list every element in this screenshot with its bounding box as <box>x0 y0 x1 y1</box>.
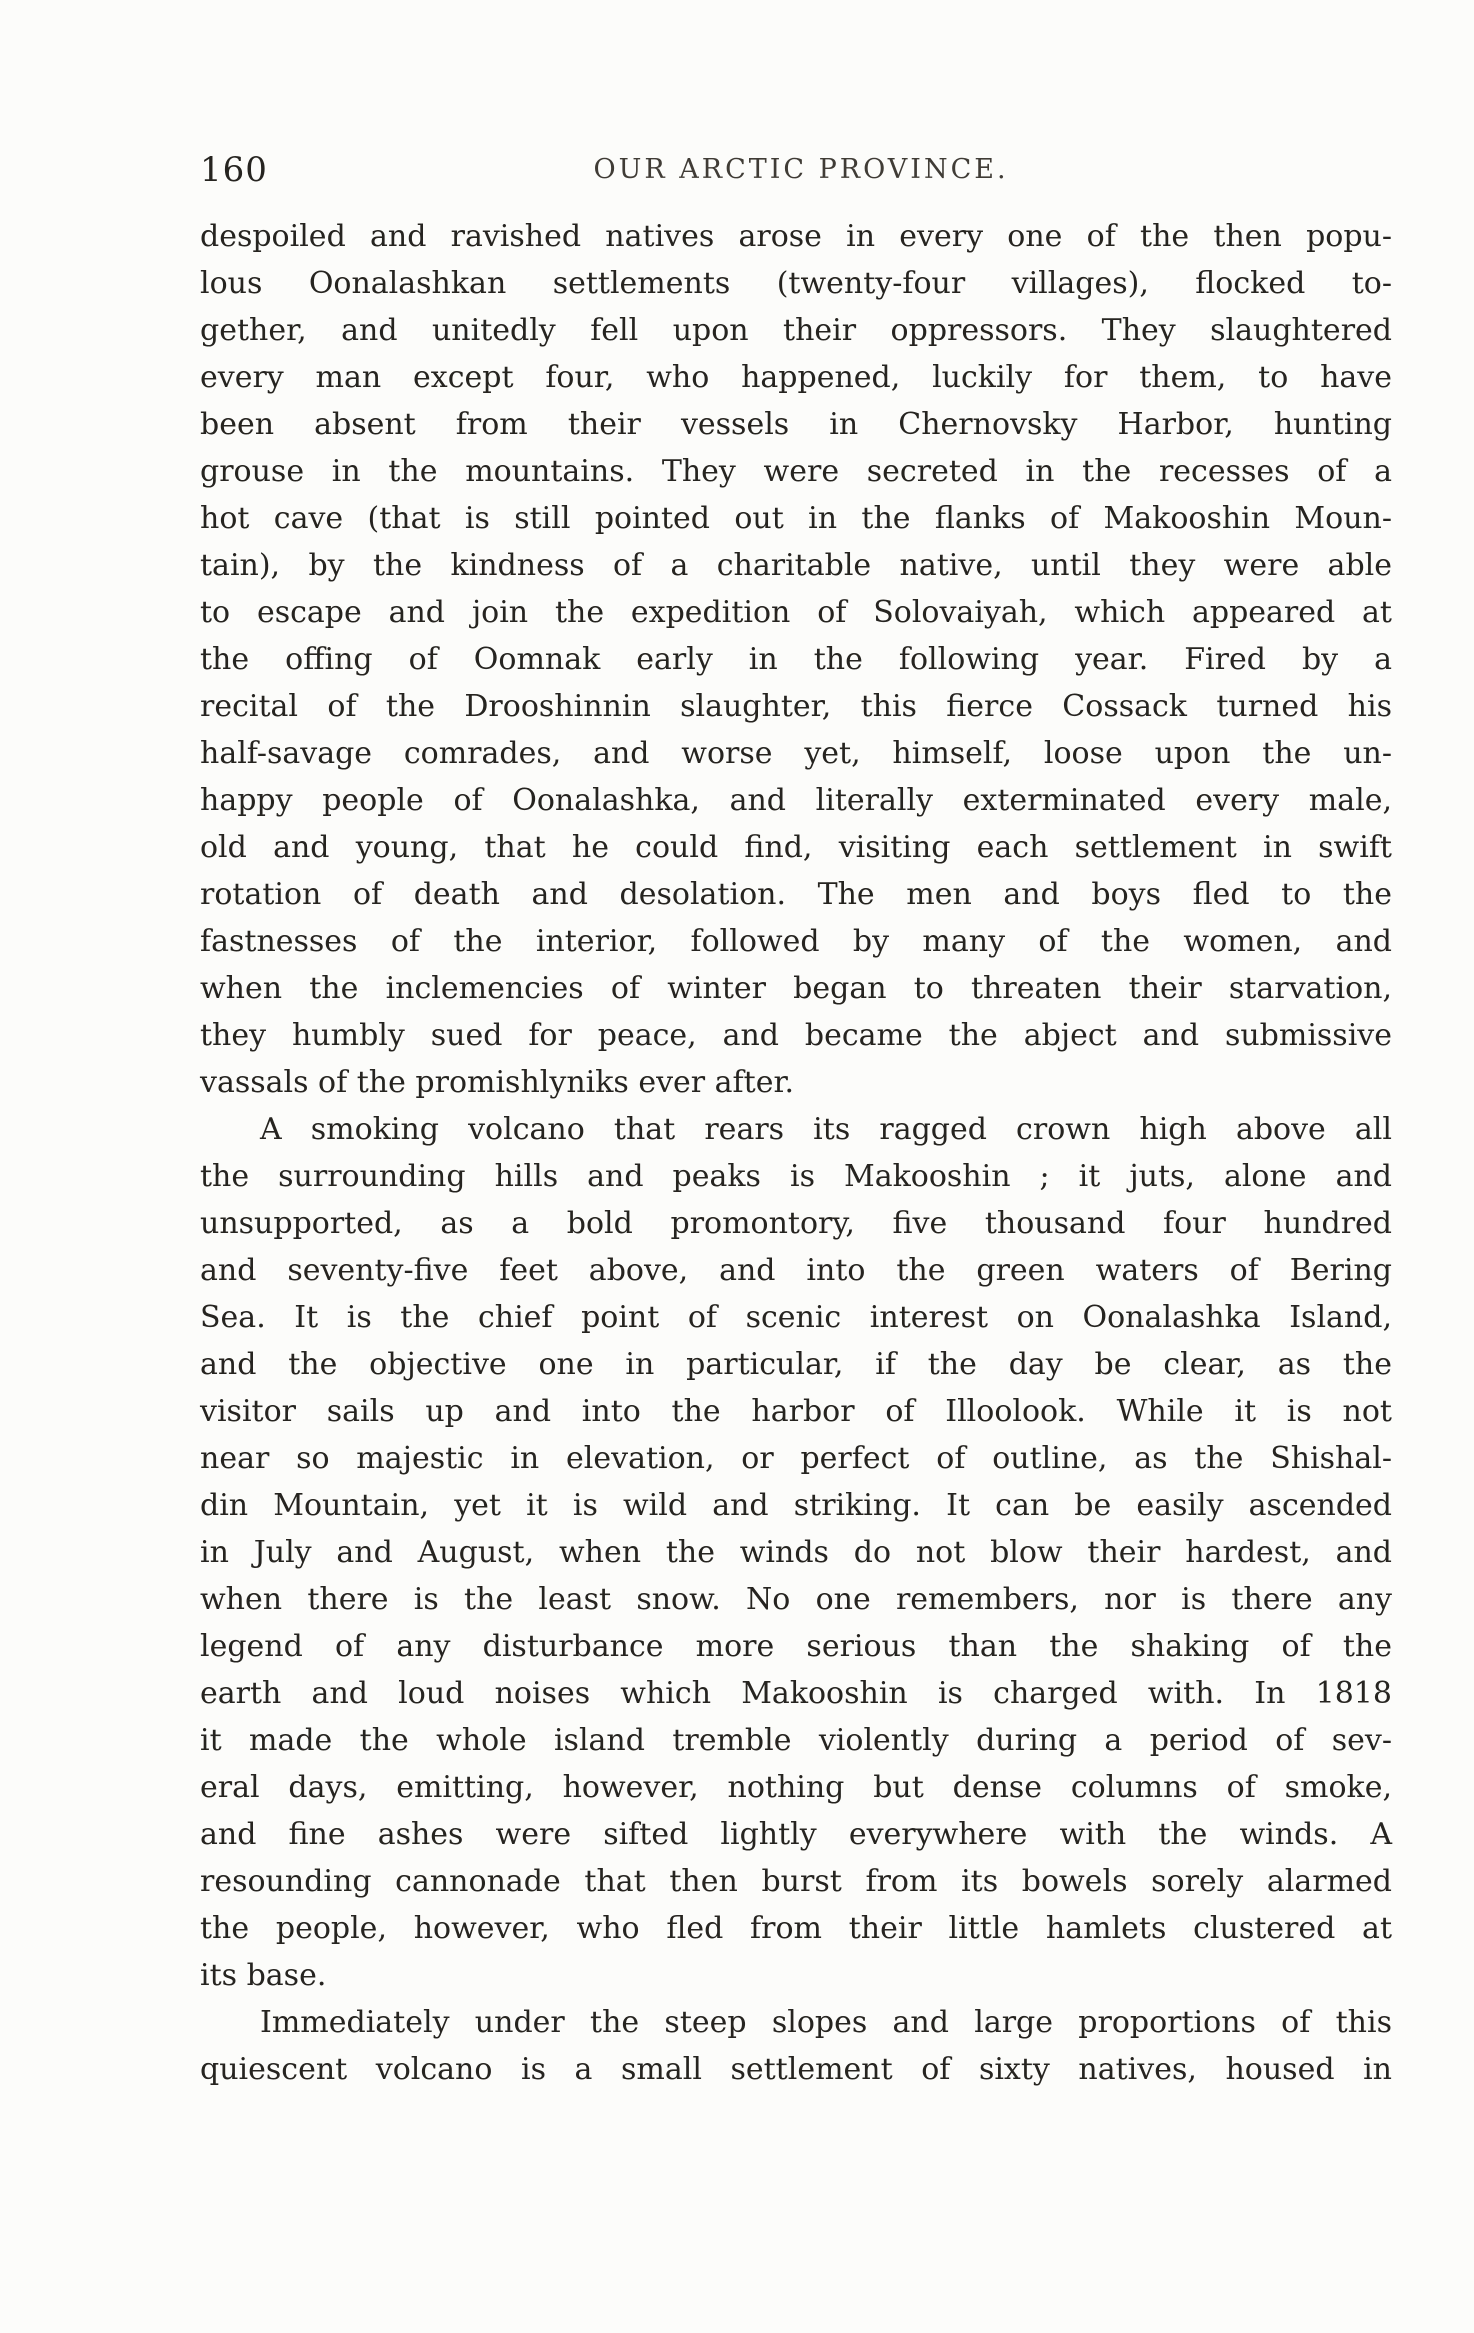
text-line: half-savage comrades, and worse yet, himself, loose upon the un- <box>200 736 1392 771</box>
text-line: old and young, that he could find, visiting each settlement in swift <box>200 830 1392 865</box>
text-line: unsupported, as a bold promontory, five thousand four hundred <box>200 1206 1392 1241</box>
paragraph-first-line: A smoking volcano that rears its ragged crown high above all <box>260 1112 1392 1147</box>
text-line: fastnesses of the interior, followed by many of the women, and <box>200 924 1392 959</box>
text-line: vassals of the promishlyniks ever after. <box>200 1065 795 1100</box>
text-line: earth and loud noises which Makooshin is charged with. In 1818 <box>200 1676 1392 1711</box>
text-line: its base. <box>200 1958 327 1993</box>
text-line: they humbly sued for peace, and became the abject and submissive <box>200 1018 1392 1053</box>
text-line: the offing of Oomnak early in the following year. Fired by a <box>200 642 1392 677</box>
text-line: rotation of death and desolation. The men and boys fled to the <box>200 877 1392 912</box>
text-line: been absent from their vessels in Chernovsky Harbor, hunting <box>200 407 1392 442</box>
text-line: Sea. It is the chief point of scenic interest on Oonalashka Island, <box>200 1300 1392 1335</box>
page-number: 160 <box>200 150 268 190</box>
text-line: grouse in the mountains. They were secreted in the recesses of a <box>200 454 1392 489</box>
page-header <box>200 150 1402 190</box>
text-line: the people, however, who fled from their little hamlets clustered at <box>200 1911 1392 1946</box>
text-line: to escape and join the expedition of Solovaiyah, which appeared at <box>200 595 1392 630</box>
text-line: tain), by the kindness of a charitable native, until they were able <box>200 548 1392 583</box>
text-line: when the inclemencies of winter began to threaten their starvation, <box>200 971 1392 1006</box>
text-line: despoiled and ravished natives arose in every one of the then popu- <box>200 219 1392 254</box>
running-title: OUR ARCTIC PROVINCE. <box>593 154 1009 185</box>
body-text <box>200 213 1392 2093</box>
text-line: resounding cannonade that then burst from its bowels sorely alarmed <box>200 1864 1392 1899</box>
text-line: din Mountain, yet it is wild and striking. It can be easily ascended <box>200 1488 1392 1523</box>
text-line: happy people of Oonalashka, and literally exterminated every male, <box>200 783 1392 818</box>
text-line: in July and August, when the winds do not blow their hardest, and <box>200 1535 1392 1570</box>
text-line: and the objective one in particular, if the day be clear, as the <box>200 1347 1392 1382</box>
paragraph-first-line: Immediately under the steep slopes and large proportions of this <box>260 2005 1392 2040</box>
text-line: every man except four, who happened, luckily for them, to have <box>200 360 1392 395</box>
text-line: the surrounding hills and peaks is Makooshin ; it juts, alone and <box>200 1159 1392 1194</box>
text-line: lous Oonalashkan settlements (twenty-four villages), flocked to- <box>200 266 1392 301</box>
text-line: and seventy-five feet above, and into the green waters of Bering <box>200 1253 1392 1288</box>
text-line: near so majestic in elevation, or perfect of outline, as the Shishal- <box>200 1441 1392 1476</box>
text-line: hot cave (that is still pointed out in the flanks of Makooshin Moun- <box>200 501 1392 536</box>
text-line: visitor sails up and into the harbor of Illoolook. While it is not <box>200 1394 1392 1429</box>
text-line: and fine ashes were sifted lightly everywhere with the winds. A <box>200 1817 1392 1852</box>
text-line: gether, and unitedly fell upon their oppressors. They slaughtered <box>200 313 1392 348</box>
text-line: quiescent volcano is a small settlement of sixty natives, housed in <box>200 2052 1392 2087</box>
text-line: eral days, emitting, however, nothing but dense columns of smoke, <box>200 1770 1392 1805</box>
text-line: it made the whole island tremble violently during a period of sev- <box>200 1723 1392 1758</box>
text-line: legend of any disturbance more serious than the shaking of the <box>200 1629 1392 1664</box>
text-line: recital of the Drooshinnin slaughter, this fierce Cossack turned his <box>200 689 1392 724</box>
text-line: when there is the least snow. No one remembers, nor is there any <box>200 1582 1392 1617</box>
